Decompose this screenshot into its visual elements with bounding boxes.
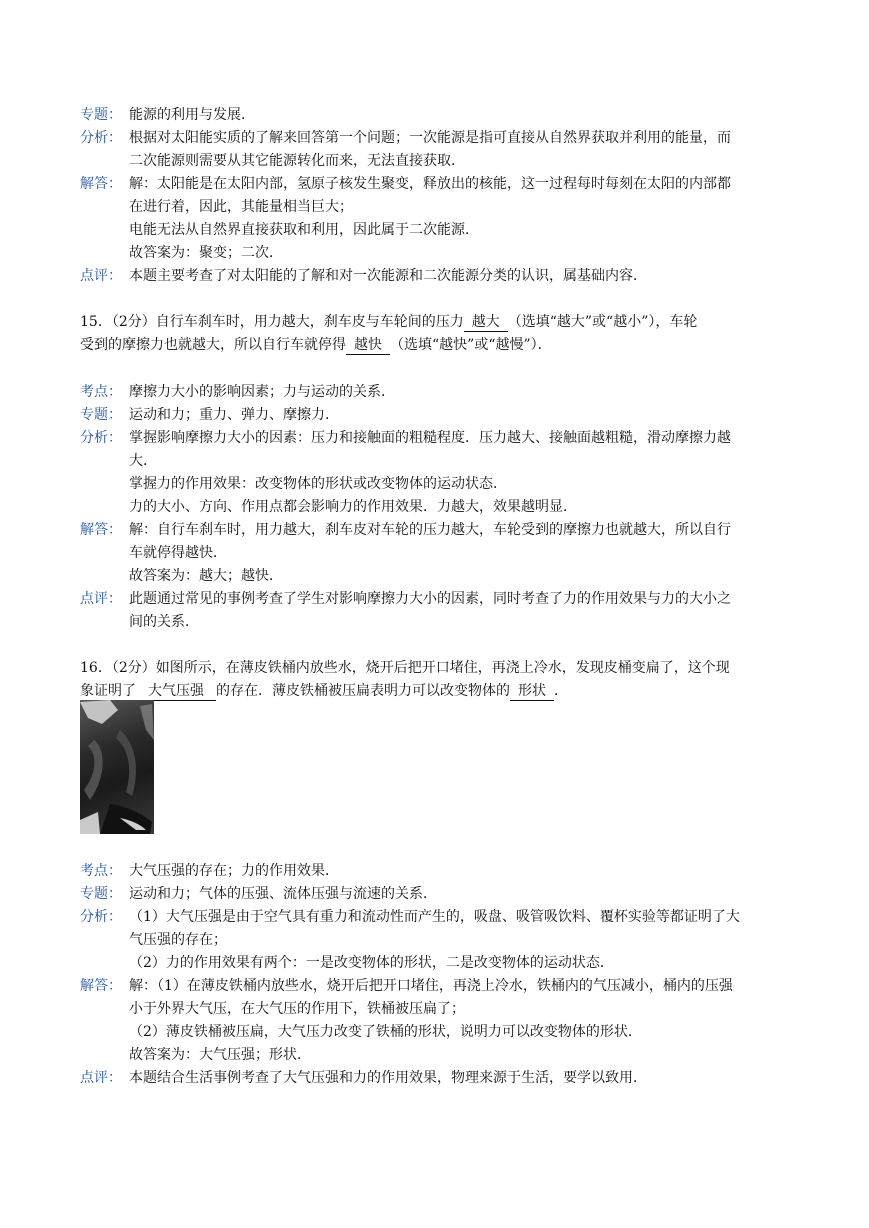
question-15 (80, 311, 792, 357)
row-label: 解答： (80, 176, 122, 192)
row-text: 本题主要考查了对太阳能的了解和对一次能源和二次能源分类的认识，属基础内容． (129, 268, 647, 284)
row-label: 分析： (80, 130, 122, 146)
answer-blank: 大气压强 (136, 683, 216, 701)
row-text: （1）大气压强是由于空气具有重力和流动性而产生的，吸盘、吸管吸饮料、覆杯实验等都证明了大 (129, 909, 740, 925)
row-text: 解：太阳能是在太阳内部，氢原子核发生聚变，释放出的核能，这一过程每时每刻在太阳的内部都 (129, 176, 731, 192)
question-16 (80, 657, 792, 703)
answer-blank: 越大 (464, 314, 508, 332)
row-text: 电能无法从自然界直接获取和利用，因此属于二次能源． (129, 222, 479, 238)
question-text: （选填“越大”或“越小”），车轮 (507, 314, 698, 330)
question-text: 的存在．薄皮铁桶被压扁表明力可以改变物体的 (216, 683, 510, 699)
row-text: 故答案为：聚变；二次． (129, 245, 283, 261)
row-text: 故答案为：越大；越快． (129, 568, 283, 584)
question-text: ． (554, 683, 568, 699)
answer-blank: 越快 (346, 337, 390, 355)
answer-blank: 形状 (510, 683, 554, 701)
question-text: 受到的摩擦力也就越大，所以自行车就停得 (80, 337, 346, 353)
crushed-barrel-image (80, 700, 154, 834)
row-text: 本题结合生活事例考查了大气压强和力的作用效果，物理来源于生活，要学以致用． (129, 1070, 647, 1086)
row-text: 摩擦力大小的影响因素；力与运动的关系． (129, 384, 395, 400)
question-text: 象证明了 (80, 683, 136, 699)
row-text: （2）薄皮铁桶被压扁，大气压力改变了铁桶的形状，说明力可以改变物体的形状． (129, 1024, 642, 1040)
row-text: 力的大小、方向、作用点都会影响力的作用效果．力越大，效果越明显． (129, 499, 577, 515)
row-label: 解答： (80, 522, 122, 538)
row-label: 专题： (80, 407, 122, 423)
row-label: 点评： (80, 591, 122, 607)
row-text: 小于外界大气压，在大气压的作用下，铁桶被压扁了； (129, 1001, 465, 1017)
row-label: 考点： (80, 384, 122, 400)
row-text: 运动和力；气体的压强、流体压强与流速的关系． (129, 886, 437, 902)
row-text: 能源的利用与发展． (129, 107, 255, 123)
row-text: （2）力的作用效果有两个：一是改变物体的形状，二是改变物体的运动状态． (129, 955, 614, 971)
row-text: 解：自行车刹车时，用力越大，刹车皮对车轮的压力越大，车轮受到的摩擦力也就越大，所以自行 (129, 522, 731, 538)
barrel-photo-illustration (80, 700, 154, 834)
question-text: 16．（2分）如图所示，在薄皮铁桶内放些水，烧开后把开口堵住，再浇上冷水，发现皮桶变扁了，这个现 (80, 660, 730, 676)
row-text: 此题通过常见的事例考查了学生对影响摩擦力大小的因素，同时考查了力的作用效果与力的大小之 (129, 591, 731, 607)
question-text: （选填“越快”或“越慢”）． (390, 337, 552, 353)
row-text: 根据对太阳能实质的了解来回答第一个问题；一次能源是指可直接从自然界获取并利用的能量，而 (129, 130, 731, 146)
question-text: 15．（2分）自行车刹车时，用力越大，刹车皮与车轮间的压力 (80, 314, 464, 330)
row-label: 分析： (80, 430, 122, 446)
row-text: 二次能源则需要从其它能源转化而来，无法直接获取． (129, 153, 465, 169)
row-label: 解答： (80, 978, 122, 994)
row-text: 间的关系． (129, 614, 199, 630)
row-label: 分析： (80, 909, 122, 925)
row-label: 考点： (80, 863, 122, 879)
row-label: 点评： (80, 268, 122, 284)
row-text: 在进行着，因此，其能量相当巨大； (129, 199, 353, 215)
row-text: 气压强的存在； (129, 932, 227, 948)
row-text: 故答案为：大气压强；形状． (129, 1047, 311, 1063)
row-text: 解：（1）在薄皮铁桶内放些水，烧开后把开口堵住，再浇上冷水，铁桶内的气压减小，桶内的压强 (129, 978, 733, 994)
row-label: 专题： (80, 886, 122, 902)
row-text: 车就停得越快． (129, 545, 227, 561)
row-text: 大． (129, 453, 157, 469)
row-text: 掌握影响摩擦力大小的因素：压力和接触面的粗糙程度．压力越大、接触面越粗糙，滑动摩擦力越 (129, 430, 731, 446)
row-text: 大气压强的存在；力的作用效果． (129, 863, 339, 879)
row-text: 运动和力；重力、弹力、摩擦力． (129, 407, 339, 423)
row-label: 点评： (80, 1070, 122, 1086)
row-label: 专题： (80, 107, 122, 123)
row-text: 掌握力的作用效果：改变物体的形状或改变物体的运动状态． (129, 476, 507, 492)
